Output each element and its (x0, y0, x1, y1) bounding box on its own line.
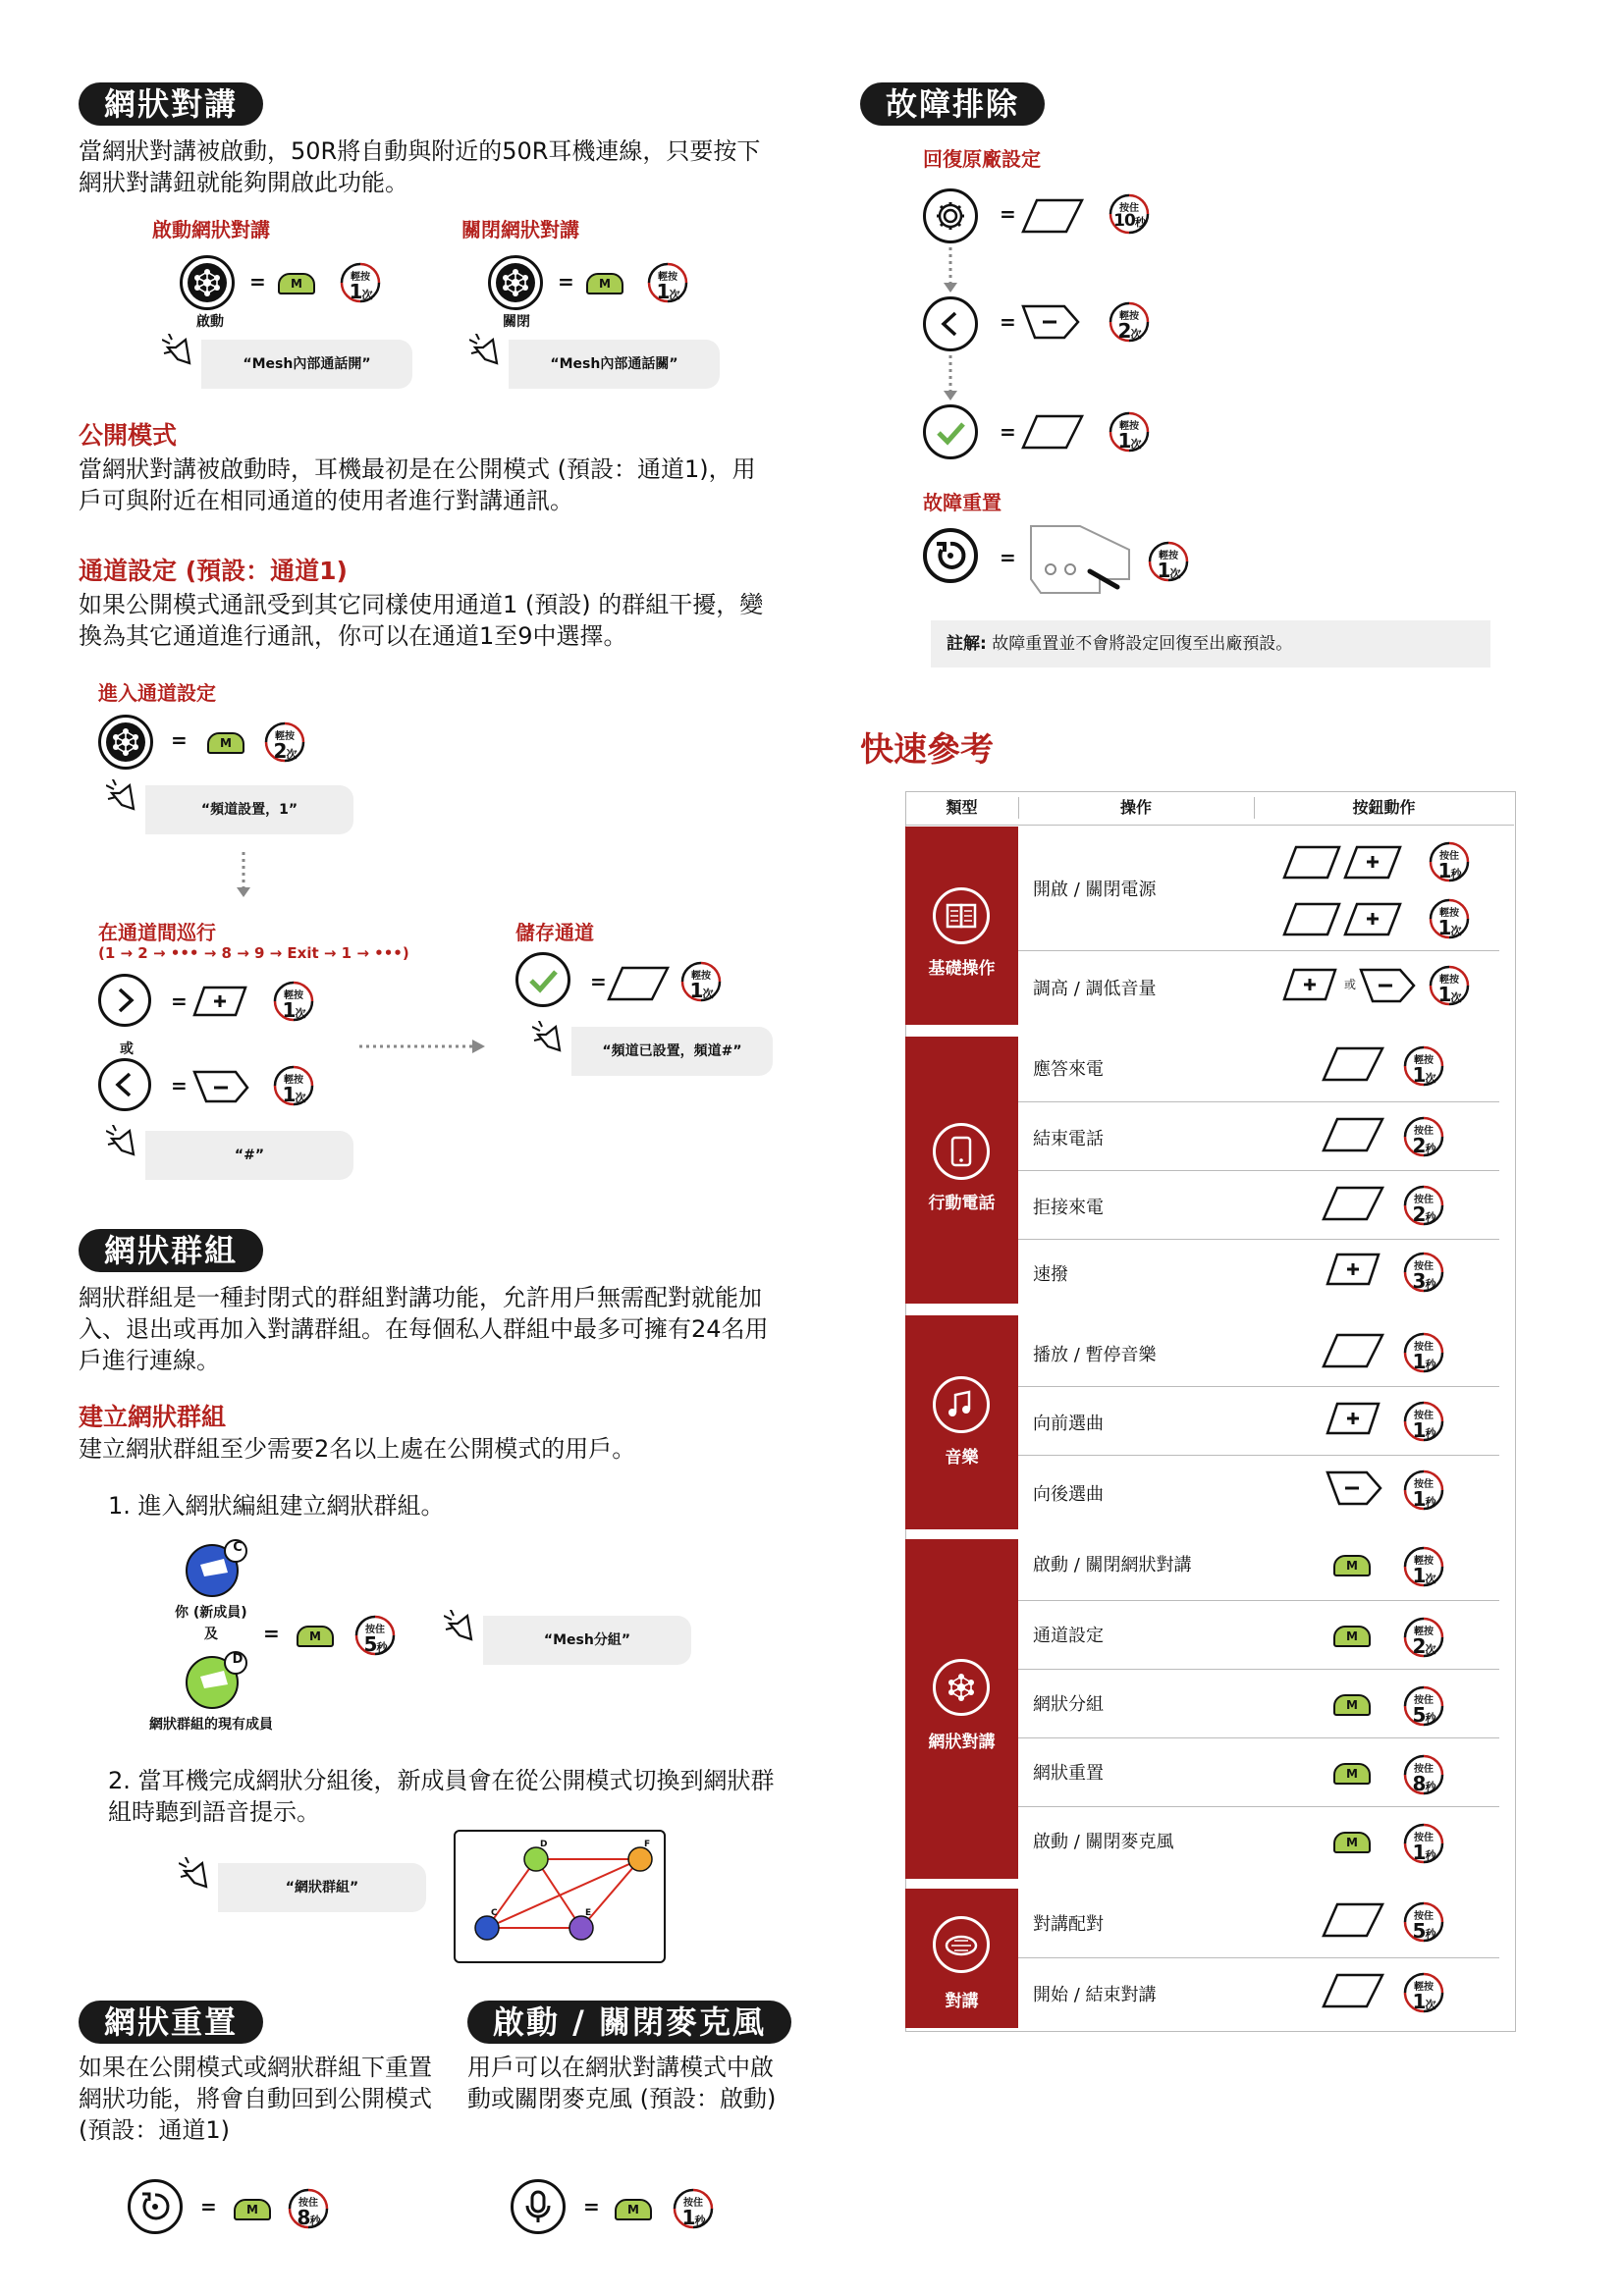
quickref-title: 快速參考 (860, 730, 994, 770)
phone-key-icon (1021, 198, 1084, 234)
hold-8-badge: 按住 8秒 (1402, 1753, 1445, 1796)
row-prev: 向後選曲 (1033, 1484, 1104, 1505)
mesh-title: 網狀對講 (79, 82, 263, 126)
hold-1-badge: 按住 1秒 (1428, 840, 1471, 883)
group-create-text: 建立網狀群組至少需要2名以上處在公開模式的用戶。 (79, 1435, 636, 1463)
equals-sign: = (200, 2195, 217, 2218)
equals-sign: = (249, 270, 266, 294)
helmet-d-letter: D (232, 1652, 244, 1667)
hold-1-badge: 按住 1秒 (672, 2187, 715, 2230)
phone-plus-keys-icon (1282, 844, 1410, 881)
cat-basic (905, 827, 1018, 1025)
channel-save-voice: “頻道已設置，頻道#” (571, 1027, 773, 1076)
equals-sign: = (1000, 546, 1016, 569)
microphone-icon (511, 2179, 566, 2234)
or-label: 或 (1344, 978, 1357, 991)
group-step2: 2. 當耳機完成網狀分組後，新成員會在從公開模式切換到網狀群組時聽到語音提示。 (108, 1767, 775, 1826)
trouble-title: 故障排除 (860, 82, 1045, 126)
tap-1-badge: 輕按 1次 (679, 960, 723, 1003)
tap-1-badge: 輕按 1次 (1402, 1971, 1445, 2014)
equals-sign: = (583, 2195, 600, 2218)
cat-intercom-label: 對講 (945, 1992, 979, 2011)
speaker-icon (444, 1610, 479, 1645)
row-power: 開啟 / 關閉電源 (1033, 880, 1157, 900)
dotted-arrow-down (941, 355, 960, 404)
cat-basic-label: 基礎操作 (928, 959, 996, 979)
row-speed: 速撥 (1033, 1264, 1068, 1285)
hold-3-badge: 按住 3秒 (1402, 1251, 1445, 1294)
channel-cycle-label: 在通道間巡行 (98, 921, 216, 944)
phone-key-icon (1322, 1973, 1384, 2010)
headset-pin-illustration (1021, 520, 1139, 599)
row-mesh-onoff: 啟動 / 關閉網狀對講 (1033, 1555, 1192, 1575)
phone-key-icon (607, 966, 670, 1001)
minus-key-icon (1359, 968, 1416, 1003)
speaker-icon (162, 334, 197, 369)
cat-mesh (905, 1539, 1018, 1879)
fault-label: 故障重置 (923, 491, 1001, 514)
tap-2-badge: 輕按 2次 (263, 721, 306, 764)
channel-enter-label: 進入通道設定 (98, 681, 216, 705)
speaker-icon (106, 1125, 141, 1160)
m-key-icon: M (615, 2199, 652, 2220)
tap-1-badge: 輕按 1次 (1108, 410, 1151, 454)
gear-icon (923, 188, 978, 243)
quickref-header (905, 791, 1514, 826)
cat-music (905, 1315, 1018, 1529)
tap-1-badge: 輕按 1次 (1402, 1044, 1445, 1088)
mic-text: 用戶可以在網狀對講模式中啟動或關閉麥克風 (預設：啟動) (467, 2054, 777, 2112)
equals-sign: = (590, 970, 607, 993)
row-play: 播放 / 暫停音樂 (1033, 1345, 1157, 1365)
hold-5-badge: 按住 5秒 (353, 1614, 397, 1657)
node-f: F (644, 1840, 651, 1849)
tap-1-badge: 輕按 1次 (1402, 1545, 1445, 1588)
mesh-off-label: 關閉網狀對講 (461, 218, 579, 241)
m-key-icon: M (1333, 1555, 1371, 1576)
tap-2-badge: 輕按 2次 (1402, 1616, 1445, 1659)
mesh-on-voice: “Mesh內部通話開” (201, 340, 412, 389)
row-pair: 對講配對 (1033, 1914, 1104, 1935)
m-key-icon: M (1333, 1694, 1371, 1716)
row-end: 結束電話 (1033, 1129, 1104, 1149)
cat-mesh-label: 網狀對講 (928, 1733, 996, 1752)
minus-key-icon (192, 1070, 251, 1103)
tap-1-badge: 輕按 1次 (1428, 964, 1471, 1007)
public-title: 公開模式 (79, 421, 178, 450)
cat-phone (905, 1037, 1018, 1304)
mesh-on-label: 啟動網狀對講 (152, 218, 270, 241)
node-c: C (491, 1908, 498, 1918)
equals-sign: = (1000, 420, 1016, 444)
col-op: 操作 (1119, 798, 1152, 817)
tap-1-badge: 輕按 1次 (1147, 540, 1190, 583)
channel-cycle-voice: “#” (145, 1131, 353, 1180)
m-key-icon: M (234, 2199, 271, 2220)
mesh-button-icon (180, 255, 235, 310)
tap-1-badge: 輕按 1次 (646, 261, 689, 304)
back-button-icon (923, 296, 978, 351)
plus-key-icon (1326, 1253, 1384, 1288)
m-key-icon: M (1333, 1763, 1371, 1785)
plus-key-icon (192, 986, 251, 1019)
mesh-button-icon (488, 255, 543, 310)
m-key-icon: M (297, 1626, 334, 1647)
group-text: 網狀群組是一種封閉式的群組對講功能，允許用戶無需配對就能加入、退出或再加入對講群組。在每個私人群組中最多可擁有24名用戶進行連線。 (79, 1284, 769, 1374)
mesh-off-voice: “Mesh內部通話關” (509, 340, 720, 389)
tap-1-badge: 輕按 1次 (272, 1064, 315, 1107)
group-step2-voice: “網狀群組” (218, 1863, 426, 1912)
reset-icon (128, 2179, 183, 2234)
factory-label: 回復原廠設定 (923, 147, 1041, 171)
channel-title: 通道設定 (預設：通道1) (79, 557, 348, 585)
phone-key-icon (1322, 1333, 1384, 1370)
plus-key-icon (1282, 968, 1341, 1003)
speaker-icon (469, 334, 505, 369)
dotted-arrow-right (359, 1037, 487, 1056)
m-key-icon: M (278, 273, 315, 294)
tap-1-badge: 輕按 1次 (339, 261, 382, 304)
phone-key-icon (1021, 414, 1084, 450)
m-key-icon: M (586, 273, 623, 294)
group-create-title: 建立網狀群組 (79, 1403, 227, 1431)
and-label: 及 (204, 1627, 218, 1642)
phone-key-icon (1322, 1046, 1384, 1084)
row-next: 向前選曲 (1033, 1414, 1104, 1434)
equals-sign: = (558, 270, 574, 294)
m-key-icon: M (207, 732, 244, 754)
tap-1-badge: 輕按 1次 (1428, 897, 1471, 940)
hold-2-badge: 按住 2秒 (1402, 1184, 1445, 1227)
group-step1: 1. 進入網狀編組建立網狀群組。 (108, 1492, 445, 1520)
hold-1-badge: 按住 1秒 (1402, 1400, 1445, 1443)
trouble-note: 註解: 故障重置並不會將設定回復至出廠預設。 (931, 620, 1490, 667)
hold-2-badge: 按住 2秒 (1402, 1115, 1445, 1158)
speaker-icon (179, 1857, 214, 1893)
hold-8-badge: 按住 8秒 (287, 2187, 330, 2230)
row-reject: 拒接來電 (1033, 1198, 1104, 1218)
cat-intercom (905, 1889, 1018, 2028)
mesh-off-sub: 關閉 (503, 314, 530, 330)
dotted-arrow-down (941, 247, 960, 296)
row-channel: 通道設定 (1033, 1626, 1104, 1646)
mesh-button-icon (98, 715, 153, 770)
reset-text: 如果在公開模式或網狀群組下重置網狀功能，將會自動回到公開模式 (預設：通道1) (79, 2054, 432, 2144)
tap-1-badge: 輕按 1次 (272, 980, 315, 1023)
back-button-icon (98, 1058, 151, 1111)
you-label: 你 (新成員) (175, 1605, 247, 1621)
hold-1-badge: 按住 1秒 (1402, 1331, 1445, 1374)
plus-key-icon (1326, 1402, 1384, 1437)
m-key-icon: M (1333, 1832, 1371, 1853)
minus-key-icon (1021, 304, 1082, 340)
speaker-icon (532, 1021, 568, 1056)
cat-phone-label: 行動電話 (928, 1194, 996, 1213)
cat-music-label: 音樂 (945, 1448, 979, 1468)
channel-enter-voice: “頻道設置，1” (145, 785, 353, 834)
mic-title: 啟動 / 關閉麥克風 (467, 2001, 791, 2044)
row-mic: 啟動 / 關閉麥克風 (1033, 1832, 1174, 1852)
group-step1-voice: “Mesh分組” (483, 1616, 691, 1665)
forward-button-icon (98, 974, 151, 1027)
node-e: E (585, 1908, 592, 1918)
phone-key-icon (1322, 1902, 1384, 1940)
m-key-icon: M (1333, 1626, 1371, 1647)
hold-5-badge: 按住 5秒 (1402, 1900, 1445, 1944)
hold-1-badge: 按住 1秒 (1402, 1822, 1445, 1865)
mesh-intro: 當網狀對講被啟動，50R將自動與附近的50R耳機連線，只要按下網狀對講鈕就能夠開啟此功能。 (79, 137, 761, 196)
tap-2-badge: 輕按 2次 (1108, 300, 1151, 344)
check-button-icon (923, 404, 978, 459)
phone-key-icon (1322, 1117, 1384, 1154)
minus-key-icon (1326, 1470, 1382, 1508)
row-grouping: 網狀分組 (1033, 1694, 1104, 1715)
existing-label: 網狀群組的現有成員 (149, 1717, 273, 1733)
check-button-icon (515, 952, 570, 1007)
fault-reset-icon (923, 528, 978, 583)
public-text: 當網狀對講被啟動時，耳機最初是在公開模式 (預設：通道1)，用戶可與附近在相同通道的使用者進行對講通訊。 (79, 455, 756, 514)
equals-sign: = (1000, 310, 1016, 334)
col-btn: 按鈕動作 (1352, 798, 1416, 817)
mesh-on-sub: 啟動 (196, 314, 224, 330)
channel-text: 如果公開模式通訊受到其它同樣使用通道1 (預設) 的群組干擾，變換為其它通道進行通訊，你可以在通道1至9中選擇。 (79, 591, 764, 650)
equals-sign: = (171, 728, 188, 752)
channel-save-label: 儲存通道 (515, 921, 594, 944)
row-volume: 調高 / 調低音量 (1033, 979, 1157, 999)
speaker-icon (106, 779, 141, 815)
group-title: 網狀群組 (79, 1229, 263, 1272)
row-start-end: 開始 / 結束對講 (1033, 1985, 1157, 2005)
hold-10-badge: 按住 10秒 (1108, 192, 1151, 236)
node-d: D (540, 1840, 548, 1849)
equals-sign: = (171, 989, 188, 1013)
mesh-group-diagram (454, 1830, 666, 1963)
col-type: 類型 (946, 798, 978, 817)
or-label: 或 (120, 1041, 134, 1057)
phone-key-icon (1322, 1186, 1384, 1223)
equals-sign: = (171, 1074, 188, 1097)
helmet-c-letter: C (233, 1540, 243, 1555)
row-answer: 應答來電 (1033, 1059, 1104, 1080)
equals-sign: = (263, 1622, 280, 1645)
equals-sign: = (1000, 202, 1016, 226)
phone-plus-keys-icon (1282, 901, 1410, 938)
reset-title: 網狀重置 (79, 2001, 263, 2044)
channel-cycle-seq: (1 → 2 → ••• → 8 → 9 → Exit → 1 → •••) (98, 944, 409, 962)
hold-5-badge: 按住 5秒 (1402, 1684, 1445, 1728)
dotted-arrow-down (234, 852, 253, 901)
row-mesh-reset: 網狀重置 (1033, 1763, 1104, 1784)
hold-1-badge: 按住 1秒 (1402, 1468, 1445, 1512)
